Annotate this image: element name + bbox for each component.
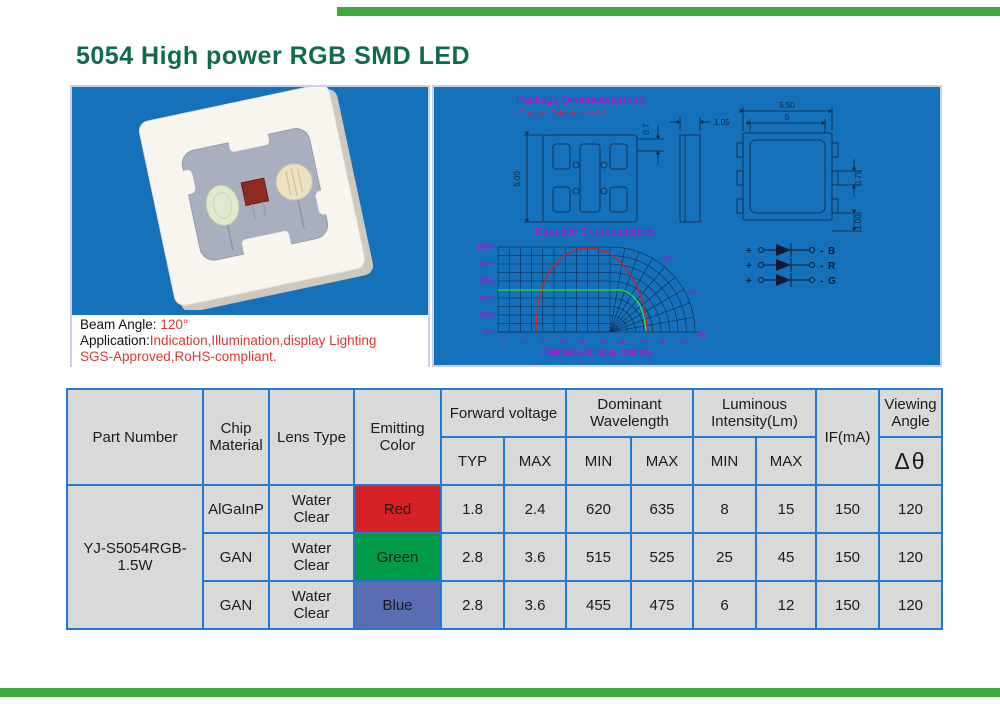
dim-inner-width: 5 [784, 113, 790, 122]
chart-tick-label: 80% [479, 261, 494, 268]
header-min: MIN [566, 437, 631, 485]
header-min: MIN [693, 437, 756, 485]
dim-outer-width: 5.50 [779, 101, 795, 110]
header-dominant-wavelength: Dominant Wavelength [566, 389, 693, 437]
cell-angle: 120 [879, 533, 942, 581]
cell-chip-material: AlGaInP [203, 485, 269, 533]
back-view-drawing [737, 107, 862, 231]
cell-vf-max: 2.4 [504, 485, 566, 533]
circuit-diagram [746, 243, 836, 287]
chart-tick-label: 100% [476, 244, 494, 251]
angle-label-60: 60° [687, 289, 698, 296]
chart-tick-label: 60° [619, 340, 629, 346]
tolerance-note: General Tolerance ±0.2 [518, 108, 607, 118]
cell-chip-material: GAN [203, 533, 269, 581]
application-value: Indication,Illumination,display Lighting [149, 333, 377, 348]
header-if-ma: IF(mA) [816, 389, 879, 485]
dim-pad-width: 0.75 [854, 170, 863, 186]
chart-tick-label: 70° [639, 340, 649, 346]
cell-if: 150 [816, 581, 879, 629]
channel-label-g: G [828, 276, 836, 287]
package-dimensions-panel [432, 85, 942, 367]
cell-wl-min: 455 [566, 581, 631, 629]
front-view-drawing [524, 125, 664, 222]
cell-vf-typ: 2.8 [441, 581, 504, 629]
side-view-drawing [670, 117, 710, 222]
cell-emitting-color-red: Red [354, 485, 441, 533]
dim-pad-pitch: 1.00 [854, 214, 863, 230]
top-accent-bar [337, 7, 1000, 16]
cell-lens-type: Water Clear [269, 581, 354, 629]
header-part-number: Part Number [67, 389, 203, 485]
spec-table [66, 388, 943, 630]
chart-tick-label: 80° [659, 340, 669, 346]
diode-icon [776, 244, 791, 256]
cell-angle: 120 [879, 581, 942, 629]
header-forward-voltage: Forward voltage [441, 389, 566, 437]
cell-if: 150 [816, 485, 879, 533]
chart-tick-label: 90° [679, 340, 689, 346]
chart-tick-label: 0° [501, 340, 507, 346]
dim-body-height: 5.00 [513, 171, 522, 187]
cell-wl-min: 620 [566, 485, 631, 533]
chart-tick-label: 10° [519, 340, 529, 346]
header-chip-material: Chip Material [203, 389, 269, 485]
cell-if: 150 [816, 533, 879, 581]
dim-thickness: 1.05 [714, 118, 730, 127]
beam-angle-label: Beam Angle: [80, 317, 161, 332]
angle-label-30: 30° [663, 256, 674, 263]
minus-sign: - [820, 261, 824, 272]
angle-label-0: 0° [586, 239, 594, 246]
beam-angle-value: 120° [160, 317, 189, 332]
chart-tick-label: 0% [483, 329, 494, 336]
page-title: 5054 High power RGB SMD LED [76, 42, 471, 70]
cell-lm-max: 45 [756, 533, 816, 581]
cell-emitting-color-green: Green [354, 533, 441, 581]
plus-sign: + [746, 261, 752, 272]
application-line [80, 333, 428, 349]
cell-lm-min: 8 [693, 485, 756, 533]
beam-angle-line [80, 317, 428, 333]
channel-label-r: R [828, 261, 836, 272]
header-delta-theta: Δθ [879, 437, 942, 485]
plus-sign: + [746, 246, 752, 257]
application-label: Application: [80, 333, 150, 348]
header-luminous-intensity: Luminous Intensity(Lm) [693, 389, 816, 437]
package-dimensions-drawing [434, 87, 940, 365]
header-max: MAX [504, 437, 566, 485]
cell-lens-type: Water Clear [269, 533, 354, 581]
led-product-photo [72, 87, 428, 310]
header-viewing-angle: Viewing Angle [879, 389, 942, 437]
chart-axis-title: Relative Luminous Intensity [541, 347, 653, 357]
header-max: MAX [756, 437, 816, 485]
cell-part-number: YJ-S5054RGB-1.5W [67, 485, 203, 629]
diode-icon [776, 274, 791, 286]
cell-emitting-color-blue: Blue [354, 581, 441, 629]
cell-lm-min: 6 [693, 581, 756, 629]
photo-caption [72, 315, 428, 370]
cell-vf-max: 3.6 [504, 581, 566, 629]
cell-lm-min: 25 [693, 533, 756, 581]
red-die [241, 178, 268, 205]
dim-pad-gap: 0.7 [642, 123, 651, 135]
cell-wl-min: 515 [566, 533, 631, 581]
product-photo-panel [70, 85, 430, 367]
chart-tick-label: 50° [599, 340, 609, 346]
cell-angle: 120 [879, 485, 942, 533]
chart-tick-label: 20% [479, 312, 494, 319]
header-typ: TYP [441, 437, 504, 485]
cell-lm-max: 12 [756, 581, 816, 629]
cell-lm-max: 15 [756, 485, 816, 533]
package-dimensions-title: Package Dimensions(mm) [516, 94, 645, 106]
chart-tick-label: 60% [479, 278, 494, 285]
chart-tick-label: 30° [559, 340, 569, 346]
cell-lens-type: Water Clear [269, 485, 354, 533]
plus-sign: + [746, 276, 752, 287]
table-row-red [67, 485, 942, 533]
minus-sign: - [820, 246, 824, 257]
chart-tick-label: 40° [579, 340, 589, 346]
cell-vf-max: 3.6 [504, 533, 566, 581]
cell-wl-max: 475 [631, 581, 693, 629]
header-emitting-color: Emitting Color [354, 389, 441, 485]
minus-sign: - [820, 276, 824, 287]
cell-wl-max: 525 [631, 533, 693, 581]
cell-wl-max: 635 [631, 485, 693, 533]
diode-icon [776, 259, 791, 271]
channel-label-b: B [828, 246, 836, 257]
cell-chip-material: GAN [203, 581, 269, 629]
cell-vf-typ: 2.8 [441, 533, 504, 581]
header-max: MAX [631, 437, 693, 485]
smd-led-package [138, 87, 375, 310]
bottom-accent-bar [0, 688, 1000, 697]
chart-tick-label: 40% [479, 295, 494, 302]
chart-tick-label: 20° [539, 340, 549, 346]
compliance-line: SGS-Approved,RoHS-compliant. [80, 349, 277, 364]
directive-title: Directive Characteristics [534, 226, 654, 238]
cell-vf-typ: 1.8 [441, 485, 504, 533]
angle-label-90: 90° [698, 332, 709, 339]
header-lens-type: Lens Type [269, 389, 354, 485]
